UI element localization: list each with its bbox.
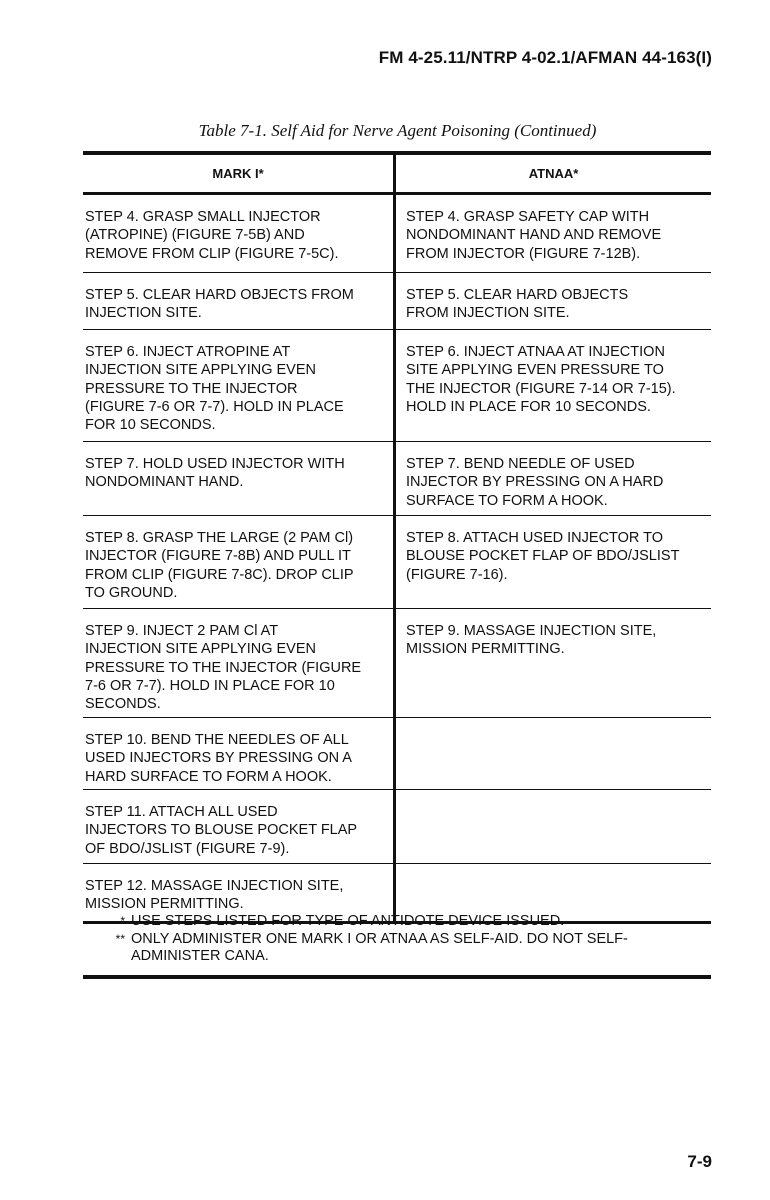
- table-cell-mark-i: STEP 8. GRASP THE LARGE (2 PAM Cl) INJECTOR (FIGURE 7-8B) AND PULL IT FROM CLIP (FIGURE 7-8C). DROP CLIP TO GROUND.: [83, 516, 396, 608]
- table-cell-mark-i: STEP 12. MASSAGE INJECTION SITE, MISSION PERMITTING.: [83, 864, 396, 921]
- footnote-text: ONLY ADMINISTER ONE MARK I OR ATNAA AS SELF-AID. DO NOT SELF- ADMINISTER CANA.: [131, 930, 628, 964]
- table-row: [83, 330, 711, 442]
- table-caption: Table 7-1. Self Aid for Nerve Agent Poisoning (Continued): [198, 121, 597, 140]
- table-row: [83, 790, 711, 864]
- table-footnotes: [83, 909, 711, 979]
- footnote: [83, 931, 711, 966]
- table-row: [83, 718, 711, 790]
- table-cell-atnaa: STEP 5. CLEAR HARD OBJECTS FROM INJECTION SITE.: [406, 287, 629, 322]
- table-cell-mark-i: STEP 6. INJECT ATROPINE AT INJECTION SITE APPLYING EVEN PRESSURE TO THE INJECTOR (FIGURE 7-6 OR 7-7). HOLD IN PLACE FOR 10 SECONDS.: [83, 330, 396, 441]
- table-cell-atnaa: STEP 4. GRASP SAFETY CAP WITH NONDOMINANT HAND AND REMOVE FROM INJECTOR (FIGURE 7-12B).: [406, 209, 662, 262]
- table-cell-atnaa: STEP 7. BEND NEEDLE OF USED INJECTOR BY PRESSING ON A HARD SURFACE TO FORM A HOOK.: [406, 456, 664, 509]
- table-cell-mark-i: STEP 5. CLEAR HARD OBJECTS FROM INJECTION SITE.: [83, 273, 396, 329]
- table-row: [83, 195, 711, 273]
- table-cell-atnaa: [396, 790, 711, 863]
- table-row: [83, 273, 711, 330]
- table-cell-mark-i: STEP 9. INJECT 2 PAM Cl AT INJECTION SITE APPLYING EVEN PRESSURE TO THE INJECTOR (FIGURE 7-6 OR 7-7). HOLD IN PLACE FOR 10 SECONDS.: [83, 609, 396, 717]
- table-cell-mark-i: STEP 4. GRASP SMALL INJECTOR (ATROPINE) (FIGURE 7-5B) AND REMOVE FROM CLIP (FIGURE 7-5C).: [83, 195, 396, 272]
- table-cell-atnaa: STEP 8. ATTACH USED INJECTOR TO BLOUSE POCKET FLAP OF BDO/JSLIST (FIGURE 7-16).: [406, 530, 680, 583]
- table-row: [83, 516, 711, 609]
- table-cell-atnaa: [396, 718, 711, 789]
- footnote-marker: **: [115, 931, 125, 946]
- footnote-marker: *: [120, 914, 125, 928]
- table-cell-atnaa: STEP 9. MASSAGE INJECTION SITE, MISSION PERMITTING.: [406, 623, 657, 658]
- page-number: 7-9: [687, 1152, 712, 1171]
- column-header-mark-i: MARK I*: [83, 155, 396, 192]
- document-id-header: FM 4-25.11/NTRP 4-02.1/AFMAN 44-163(I): [378, 48, 712, 67]
- table-row: [83, 442, 711, 516]
- table-header-row: [83, 155, 711, 195]
- table-cell-mark-i: STEP 11. ATTACH ALL USED INJECTORS TO BLOUSE POCKET FLAP OF BDO/JSLIST (FIGURE 7-9).: [83, 790, 396, 863]
- table-cell-mark-i: STEP 10. BEND THE NEEDLES OF ALL USED INJECTORS BY PRESSING ON A HARD SURFACE TO FORM A HOOK.: [83, 718, 396, 789]
- table-row: [83, 609, 711, 718]
- column-header-atnaa: ATNAA*: [528, 166, 579, 181]
- footnote-text: USE STEPS LISTED FOR TYPE OF ANTIDOTE DEVICE ISSUED.: [131, 913, 565, 929]
- self-aid-table: [83, 151, 711, 924]
- table-cell-mark-i: STEP 7. HOLD USED INJECTOR WITH NONDOMINANT HAND.: [83, 442, 396, 515]
- table-cell-atnaa: STEP 6. INJECT ATNAA AT INJECTION SITE APPLYING EVEN PRESSURE TO THE INJECTOR (FIGURE 7-14 OR 7-15). HOLD IN PLACE FOR 10 SECONDS.: [406, 344, 676, 415]
- footnote: [83, 913, 711, 931]
